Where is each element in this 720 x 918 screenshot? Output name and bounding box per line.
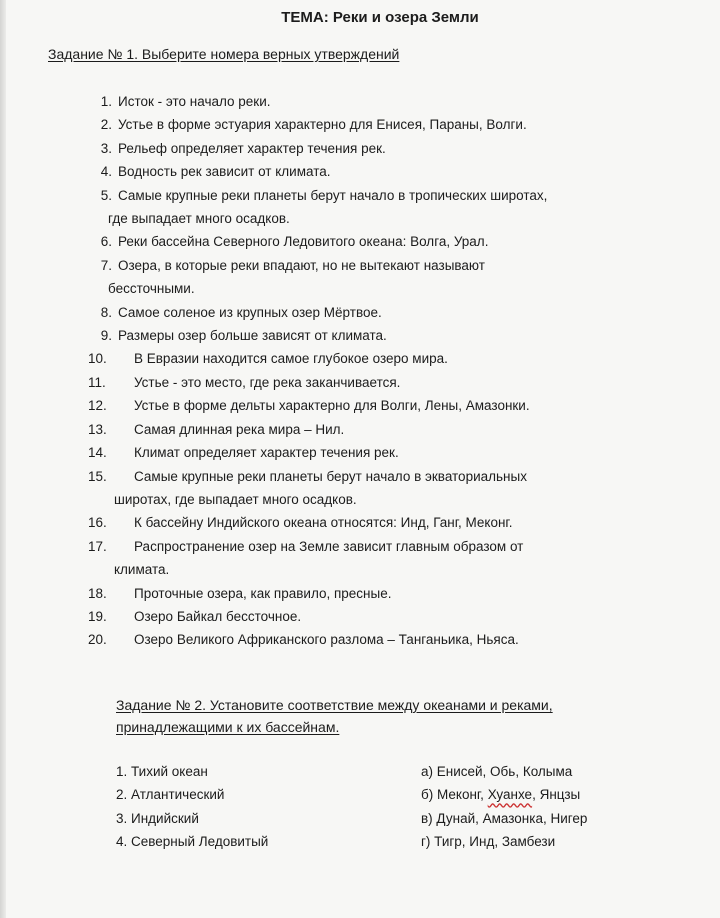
- river-group-text: г) Тигр, Инд, Замбези: [421, 834, 556, 850]
- statement-number: 9.: [100, 328, 112, 344]
- statement-item: [88, 535, 688, 582]
- ocean-item: 1. Тихий океан: [116, 764, 208, 779]
- river-group-text: б) Меконг,: [421, 787, 488, 803]
- statement-text: Устье в форме эстуария характерно для Енисея, Параны, Волги.: [118, 117, 527, 133]
- river-group: [421, 830, 676, 853]
- statement-item: [88, 418, 688, 441]
- statement-text: Самые крупные реки планеты берут начало в экваториальных: [134, 468, 527, 484]
- river-group-text: а) Енисей, Обь, Колыма: [421, 764, 573, 779]
- statement-number: 14.: [88, 445, 107, 461]
- matching-row: [116, 760, 676, 783]
- statement-text: Самое соленое из крупных озер Мёртвое.: [118, 304, 382, 320]
- statement-number: 6.: [100, 234, 112, 250]
- statement-item: [88, 160, 688, 183]
- statement-item: [88, 254, 688, 301]
- statement-text: Распространение озер на Земле зависит главным образом от: [134, 538, 524, 554]
- statement-item: [88, 394, 688, 417]
- statement-item: [88, 90, 688, 113]
- statement-text-continuation: климата.: [114, 562, 170, 578]
- river-group: [421, 760, 676, 783]
- statement-text: Исток - это начало реки.: [118, 94, 271, 109]
- statement-item: [88, 230, 688, 253]
- statement-text: Озера, в которые реки впадают, но не вытекают называют: [118, 257, 485, 273]
- task-2-heading: [116, 694, 676, 738]
- statement-number: 11.: [88, 374, 106, 390]
- matching-row: [116, 783, 676, 806]
- statement-text: В Евразии находится самое глубокое озеро мира.: [134, 351, 448, 367]
- statement-number: 5.: [100, 187, 112, 203]
- statement-text: К бассейну Индийского океана относятся: Инд, Ганг, Меконг.: [134, 515, 513, 531]
- statement-text: Водность рек зависит от климата.: [118, 164, 331, 180]
- matching-row: [116, 807, 676, 830]
- statement-text: Устье - это место, где река заканчивается.: [134, 374, 401, 390]
- statement-number: 20.: [88, 632, 107, 648]
- river-name-misspelled: Хуанхе: [487, 787, 533, 803]
- statement-text: Проточные озера, как правило, пресные.: [134, 585, 392, 601]
- statement-number: 17.: [88, 538, 107, 554]
- statement-number: 16.: [88, 515, 107, 531]
- ocean-item: 4. Северный Ледовитый: [116, 834, 269, 850]
- matching-row: [116, 830, 676, 853]
- statement-number: 7.: [100, 257, 112, 273]
- statement-text: Размеры озер больше зависят от климата.: [118, 328, 387, 344]
- statement-number: 1.: [100, 94, 112, 109]
- statement-number: 19.: [88, 608, 107, 624]
- statement-item: [88, 465, 688, 512]
- statement-text: Рельеф определяет характер течения рек.: [118, 140, 386, 156]
- ocean-item: 2. Атлантический: [116, 787, 225, 803]
- task-1-heading: Задание № 1. Выберите номера верных утверждений: [48, 46, 400, 62]
- statement-number: 18.: [88, 585, 107, 601]
- river-group-text: в) Дунай, Амазонка, Нигер: [421, 810, 588, 826]
- page-edge: [0, 0, 6, 918]
- river-group: [421, 807, 676, 830]
- river-group-text: , Янцзы: [532, 787, 581, 803]
- statement-text: Самые крупные реки планеты берут начало в тропических широтах,: [118, 187, 548, 203]
- statement-list: [88, 90, 688, 652]
- statement-item: [88, 184, 688, 231]
- page-title: ТЕМА: Реки и озера Земли: [281, 9, 479, 26]
- statement-item: [88, 137, 688, 160]
- statement-number: 4.: [100, 164, 112, 180]
- statement-item: [88, 628, 688, 651]
- statement-text: Озеро Байкал бессточное.: [134, 608, 302, 624]
- statement-number: 15.: [88, 468, 107, 484]
- statement-text: Климат определяет характер течения рек.: [134, 445, 399, 461]
- statement-number: 12.: [88, 398, 107, 414]
- statement-item: [88, 511, 688, 534]
- statement-item: [88, 441, 688, 464]
- statement-text-continuation: бессточными.: [108, 281, 195, 297]
- statement-text-continuation: где выпадает много осадков.: [108, 211, 290, 227]
- task-2-heading-line-2: принадлежащими к их бассейнам.: [116, 719, 340, 735]
- statement-number: 13.: [88, 421, 107, 437]
- matching-table: [116, 760, 676, 854]
- statement-text-continuation: широтах, где выпадает много осадков.: [114, 491, 357, 507]
- task-2-heading-line-1: Задание № 2. Установите соответствие между океанами и реками,: [116, 697, 553, 713]
- statement-item: [88, 324, 688, 347]
- statement-number: 8.: [100, 304, 112, 320]
- statement-text: Самая длинная река мира – Нил.: [134, 421, 345, 437]
- statement-number: 10.: [88, 351, 107, 367]
- statement-item: [88, 301, 688, 324]
- statement-item: [88, 371, 688, 394]
- statement-item: [88, 605, 688, 628]
- statement-text: Озеро Великого Африканского разлома – Танганьика, Ньяса.: [134, 632, 519, 648]
- statement-item: [88, 347, 688, 370]
- statement-number: 3.: [100, 140, 112, 156]
- statement-text: Реки бассейна Северного Ледовитого океана: Волга, Урал.: [118, 234, 489, 250]
- statement-text: Устье в форме дельты характерно для Волги, Лены, Амазонки.: [134, 398, 530, 414]
- statement-item: [88, 582, 688, 605]
- ocean-item: 3. Индийский: [116, 810, 199, 826]
- statement-item: [88, 113, 688, 136]
- river-group: [421, 783, 676, 806]
- statement-number: 2.: [100, 117, 112, 133]
